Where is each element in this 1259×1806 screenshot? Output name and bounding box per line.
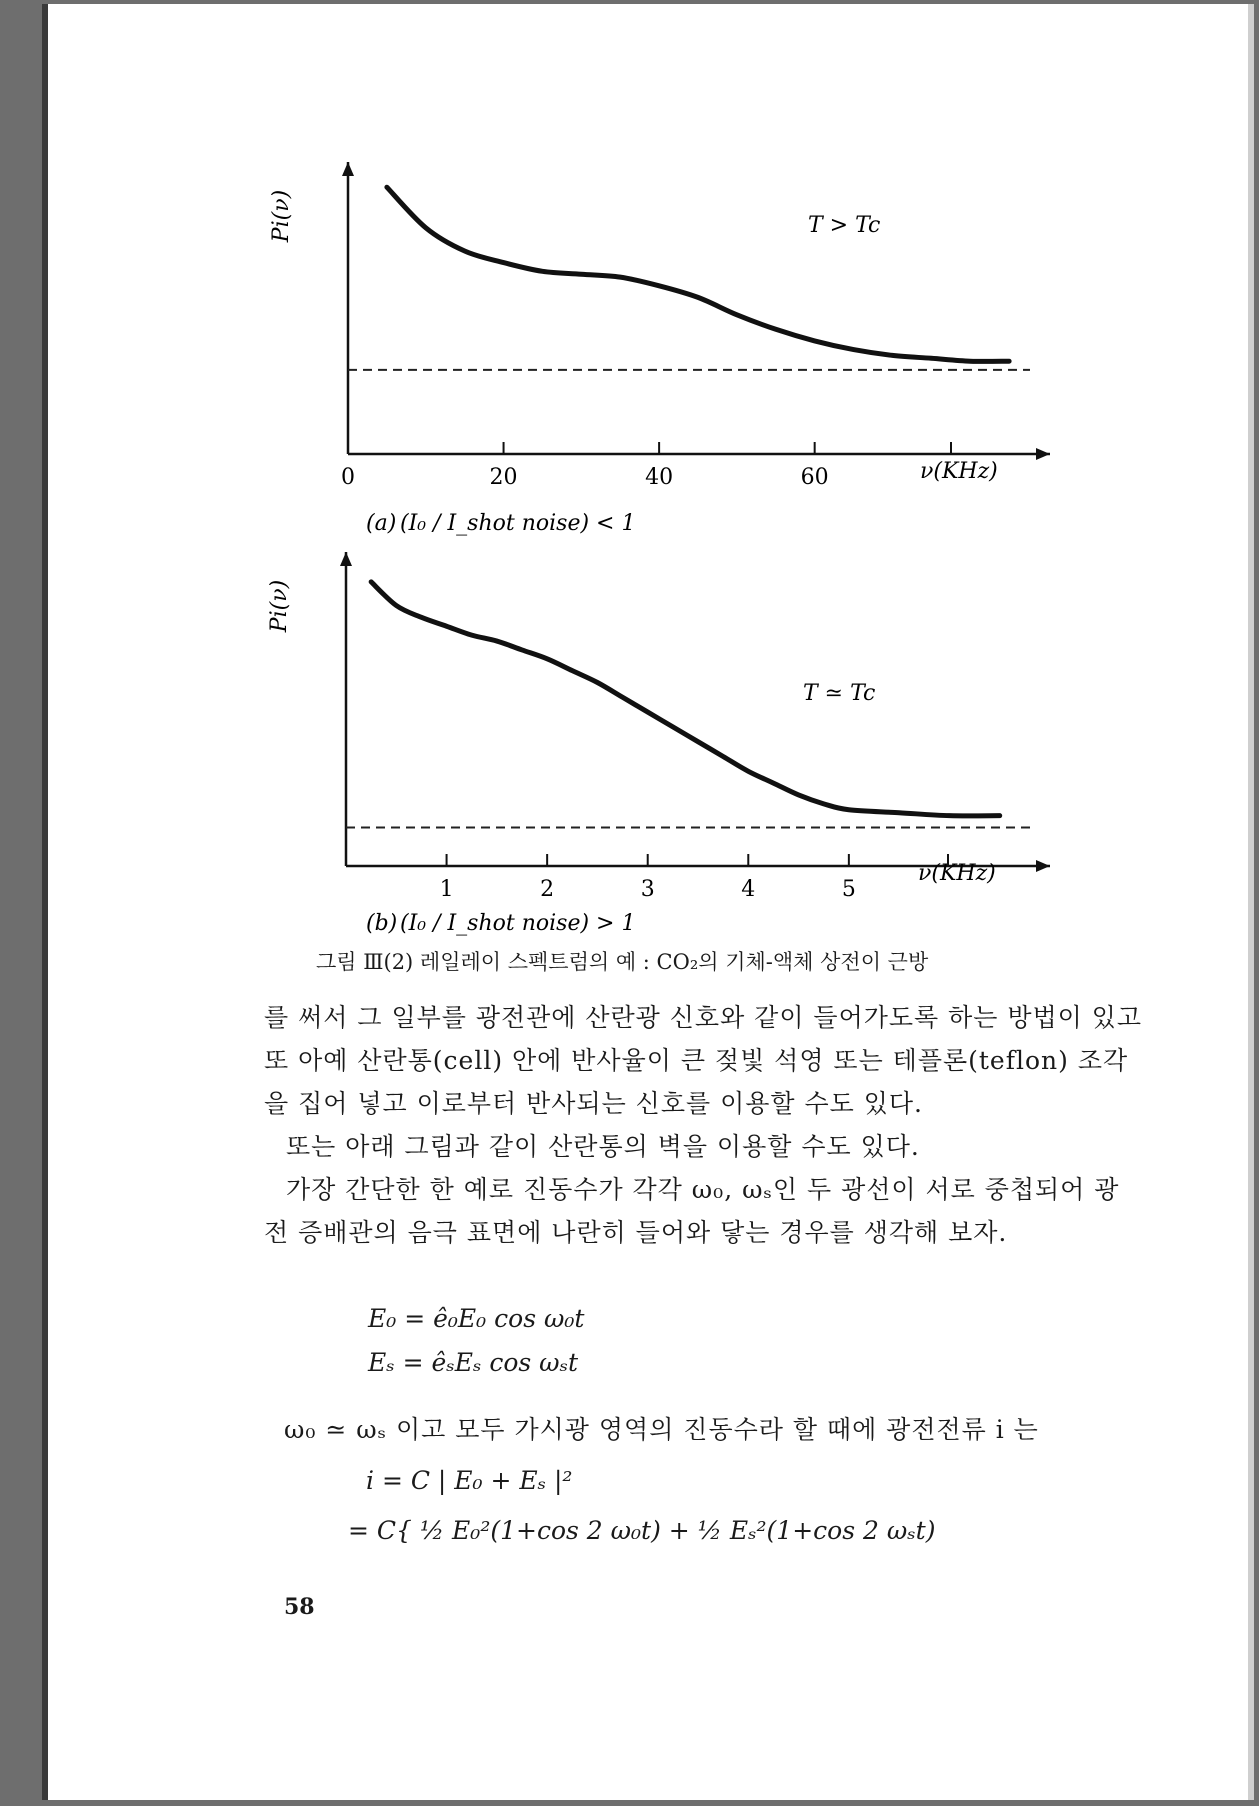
chart-a-condition: T > Tc xyxy=(808,213,881,238)
paragraph-1: 를 써서 그 일부를 광전관에 산란광 신호와 같이 들어가도록 하는 방법이 있고 또 아예 산란통(cell) 안에 반사율이 큰 젖빛 석영 또는 테플론(teflon) 조각을 집어 넣고 이로부터 반사되는 신호를 이용할 수도 있다. xyxy=(264,1003,1143,1118)
figure-caption: 그림 Ⅲ(2) 레일레이 스펙트럼의 예 : CO₂의 기체-액체 상전이 근방 xyxy=(316,950,929,974)
chart-b-caption-label: (b) xyxy=(366,911,398,936)
chart-a-axes xyxy=(342,162,1050,460)
b-tick-label: 4 xyxy=(741,877,756,902)
b-tick-label: 2 xyxy=(540,877,555,902)
chart-b-condition: T ≃ Tc xyxy=(803,681,876,706)
chart-a-caption-label: (a) xyxy=(366,511,397,536)
chart-b-ylabel: Pi(ν) xyxy=(267,579,292,633)
b-tick-label: 1 xyxy=(439,877,454,902)
a-x-arrow xyxy=(1036,448,1050,460)
book-page xyxy=(48,4,1248,1800)
a-tick-label: 0 xyxy=(341,465,355,490)
b-tick-label: 3 xyxy=(640,877,655,902)
b-tick-label: 5 xyxy=(841,877,856,902)
page-number: 58 xyxy=(284,1594,315,1620)
paragraph-2: 또는 아래 그림과 같이 산란통의 벽을 이용할 수도 있다. xyxy=(286,1132,920,1161)
condition-line: ω₀ ≃ ωₛ 이고 모두 가시광 영역의 진동수라 할 때에 광전전류 i 는 xyxy=(284,1415,1039,1444)
chart-a-ticks xyxy=(341,442,951,490)
equation-es: Eₛ = êₛEₛ cos ωₛt xyxy=(368,1348,579,1377)
equation-i-expanded: = C{ ½ E₀²(1+cos 2 ω₀t) + ½ Eₛ²(1+cos 2 ωₛt) xyxy=(348,1516,936,1545)
chart-a-ylabel: Pi(ν) xyxy=(269,189,294,243)
equation-e0: E₀ = ê₀E₀ cos ω₀t xyxy=(368,1304,585,1333)
chart-b-curve xyxy=(371,582,1000,816)
chart-b-axes xyxy=(340,552,1050,872)
chart-b-xlabel: ν(KHz) xyxy=(918,861,996,886)
chart-a-xlabel: ν(KHz) xyxy=(920,459,998,484)
b-x-arrow xyxy=(1036,860,1050,872)
a-tick-label: 20 xyxy=(489,465,518,490)
a-y-arrow xyxy=(342,162,354,176)
spectrum-chart-b xyxy=(48,544,1248,964)
chart-b-caption-formula: (I₀ / I_shot noise) > 1 xyxy=(400,911,636,936)
chart-a-curve xyxy=(387,187,1009,361)
a-tick-label: 60 xyxy=(800,465,829,490)
b-y-arrow xyxy=(340,552,352,566)
a-tick-label: 40 xyxy=(645,465,674,490)
equation-i: i = C | E₀ + Eₛ |² xyxy=(366,1466,573,1495)
paragraph-3: 가장 간단한 한 예로 진동수가 각각 ω₀, ωₛ인 두 광선이 서로 중첩되어 광전 증배관의 음극 표면에 나란히 들어와 닿는 경우를 생각해 보자. xyxy=(264,1175,1120,1247)
chart-a-caption-formula: (I₀ / I_shot noise) < 1 xyxy=(400,511,636,536)
chart-b-ticks xyxy=(440,854,948,902)
body-text xyxy=(264,996,1144,1254)
spectrum-chart-a xyxy=(48,4,1248,564)
